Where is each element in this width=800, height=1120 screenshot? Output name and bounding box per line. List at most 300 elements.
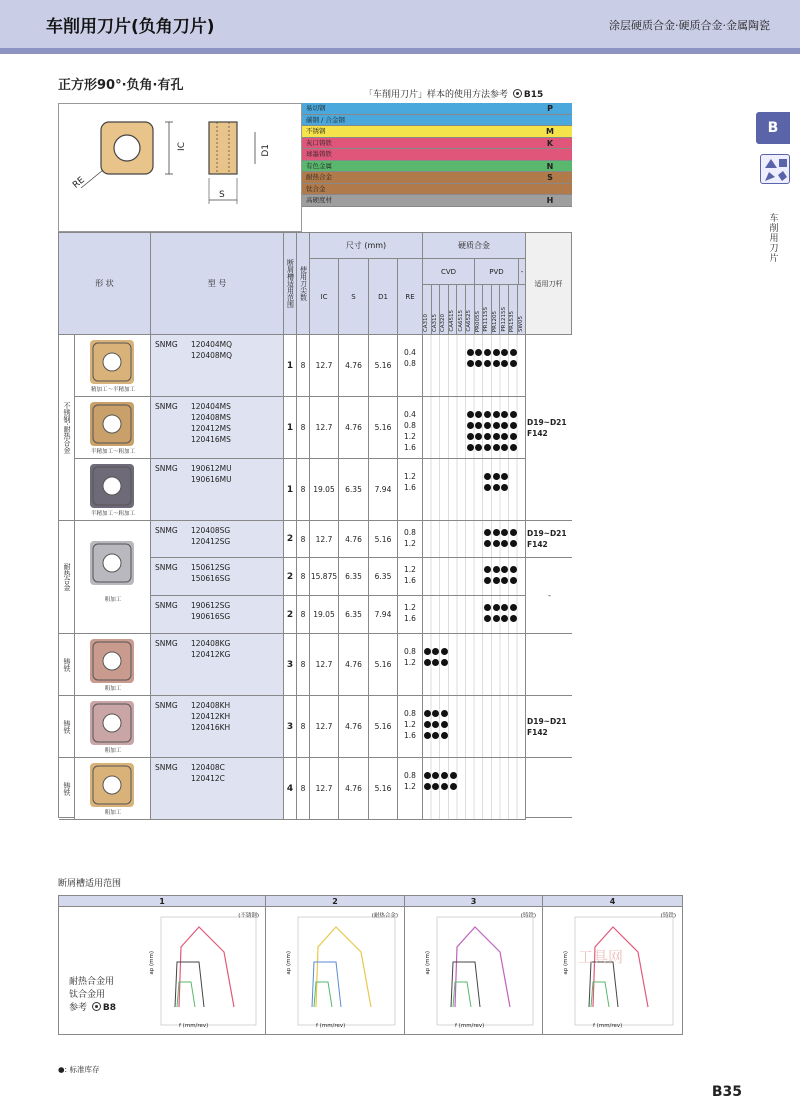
reference-page[interactable]: B15: [523, 90, 544, 100]
breaker-cell: 4: [284, 758, 297, 820]
re-label: RE: [71, 175, 87, 191]
insert-caption: 粗加工: [104, 686, 122, 692]
stock-dot: [441, 648, 448, 655]
x-axis-label: f (mm/rev): [179, 1023, 209, 1029]
material-code: M: [528, 126, 572, 137]
stock-dot: [432, 772, 439, 779]
stock-dot: [484, 360, 491, 367]
ic-cell: 12.7: [310, 397, 339, 459]
stock-dot: [484, 444, 491, 451]
stock-dot: [475, 422, 482, 429]
chipbreaker-panel-header: 3: [405, 896, 543, 907]
stock-dot: [484, 422, 491, 429]
grade-header: CA315: [432, 285, 441, 335]
insert-category-icon: [760, 154, 790, 184]
grade-cell: [423, 696, 526, 758]
grade-cell: [423, 758, 526, 820]
s-cell: 4.76: [339, 696, 369, 758]
stock-dot: [432, 732, 439, 739]
stock-dot: [510, 615, 517, 622]
model-cell: [151, 397, 284, 459]
stock-dot: [441, 772, 448, 779]
insert-photo: [75, 758, 151, 820]
material-code: K: [528, 138, 572, 149]
stock-dot: [424, 783, 431, 790]
stock-dot: [484, 473, 491, 480]
model-codes[interactable]: 120408SG 120412SG: [191, 526, 231, 546]
model-codes[interactable]: 190612MU 190616MU: [191, 464, 232, 484]
stock-dot: [493, 411, 500, 418]
breaker-cell: 3: [284, 634, 297, 696]
stock-dot: [510, 540, 517, 547]
model-prefix: SNMG: [155, 639, 178, 648]
chipbreaker-panel-header: 1: [59, 896, 266, 907]
material-name: 球墨铸铁: [306, 150, 332, 158]
breaker-cell: 1: [284, 397, 297, 459]
stock-dot: [475, 360, 482, 367]
material-row: [302, 184, 572, 196]
side-tab-letter[interactable]: B: [756, 112, 790, 144]
stock-dot: [441, 783, 448, 790]
stock-dot: [510, 411, 517, 418]
stock-dot: [432, 648, 439, 655]
model-codes[interactable]: 120404MQ 120408MQ: [191, 340, 233, 360]
holder-cell: [526, 758, 572, 818]
cvd-header: CVD: [423, 259, 475, 285]
stock-dot: [441, 659, 448, 666]
grade-cell: [423, 335, 526, 397]
grade-header: PR1215S: [500, 285, 509, 335]
holder-cell: [526, 634, 572, 696]
material-row: [302, 126, 572, 138]
insert-caption: 精加工～半精加工: [90, 387, 135, 393]
carbide-header: 硬质合金: [423, 233, 526, 259]
holder-cell: D19~D21 F142: [526, 521, 572, 558]
grade-header: PR1115S: [483, 285, 492, 335]
x-axis-label: f (mm/rev): [593, 1023, 623, 1029]
stock-dot: [484, 577, 491, 584]
model-prefix: SNMG: [155, 526, 178, 535]
material-code: [528, 184, 572, 195]
y-axis-label: ap (mm): [149, 951, 155, 975]
material-name: 易切钢: [306, 104, 326, 112]
spec-table: [58, 232, 572, 818]
re-cell: 0.8 1.2: [398, 758, 423, 820]
stock-dot: [424, 772, 431, 779]
insert-photo: [75, 335, 151, 397]
s-cell: 6.35: [339, 558, 369, 596]
ic-label: IC: [177, 142, 187, 151]
s-label: S: [219, 190, 225, 200]
stock-dot: [501, 473, 508, 480]
material-code: [528, 149, 572, 160]
stock-dot: [484, 566, 491, 573]
page-title: 车削用刀片(负角刀片): [46, 17, 215, 37]
grade-cell: [423, 459, 526, 521]
grade-cell: [423, 558, 526, 596]
material-row: [302, 195, 572, 207]
d1-cell: 7.94: [369, 596, 398, 634]
stock-dot: [475, 349, 482, 356]
ic-cell: 12.7: [310, 634, 339, 696]
shape-header: 形 状: [59, 233, 151, 335]
edges-cell: 8: [297, 521, 310, 558]
page-header: [0, 0, 800, 54]
group-label: 铸铁: [59, 696, 75, 758]
chipbreaker-panel-header: 4: [543, 896, 683, 907]
ic-cell: 12.7: [310, 696, 339, 758]
grade-cell: [423, 397, 526, 459]
material-code: [528, 115, 572, 126]
insert-photo: [75, 521, 151, 634]
y-axis-label: ap (mm): [286, 951, 292, 975]
d1-cell: 5.16: [369, 634, 398, 696]
insert-image: [90, 701, 134, 745]
edges-header: 使用刀尖数: [297, 233, 310, 335]
insert-photo: [75, 397, 151, 459]
ic-cell: 12.7: [310, 521, 339, 558]
model-cell: [151, 558, 284, 596]
model-cell: [151, 521, 284, 558]
insert-image: [90, 541, 134, 585]
d1-cell: 7.94: [369, 459, 398, 521]
group-label: 不锈钢·耐热合金: [59, 335, 75, 521]
insert-photo: [75, 696, 151, 758]
insert-caption: 半精加工～粗加工: [90, 511, 135, 517]
material-name: 碳钢 / 合金钢: [306, 115, 345, 124]
stock-dot: [501, 444, 508, 451]
grade-cell: [423, 521, 526, 558]
stock-dot: [432, 721, 439, 728]
re-cell: 1.2 1.6: [398, 596, 423, 634]
model-prefix: SNMG: [155, 402, 178, 411]
model-codes[interactable]: 120408C 120412C: [191, 763, 225, 783]
stock-dot: [510, 360, 517, 367]
chipbreaker-chart: [543, 907, 683, 1035]
stock-dot: [493, 540, 500, 547]
stock-dot: [467, 349, 474, 356]
pvd-header: PVD: [475, 259, 519, 285]
model-cell: [151, 459, 284, 521]
holder-cell: -: [526, 558, 572, 634]
stock-dot: [493, 349, 500, 356]
ic-cell: 12.7: [310, 758, 339, 820]
ic-cell: 12.7: [310, 335, 339, 397]
insert-image: [90, 464, 134, 508]
ic-header: IC: [310, 259, 339, 335]
model-codes[interactable]: 120408KG 120412KG: [191, 639, 231, 659]
grade-header: CA4515: [449, 285, 458, 335]
header-bar: [0, 48, 800, 54]
re-cell: 0.4 0.8: [398, 335, 423, 397]
stock-dot: [450, 783, 457, 790]
stock-dot: [424, 710, 431, 717]
material-row: [302, 115, 572, 127]
chipbreaker-title: 断屑槽适用范围: [58, 879, 122, 889]
model-codes[interactable]: 150612SG 150616SG: [191, 563, 231, 583]
grade-header: PR1205: [492, 285, 501, 335]
s-cell: 4.76: [339, 397, 369, 459]
stock-dot: [501, 529, 508, 536]
re-cell: 0.8 1.2: [398, 521, 423, 558]
page-number: B35: [711, 1084, 742, 1100]
re-cell: 0.4 0.8 1.2 1.6: [398, 397, 423, 459]
chipbreaker-chart: [266, 907, 405, 1035]
material-code: H: [528, 195, 572, 206]
stock-dot: [467, 360, 474, 367]
model-codes[interactable]: 120404MS 120408MS 120412MS 120416MS: [191, 402, 231, 444]
insert-caption: 粗加工: [104, 597, 122, 603]
footnote: ●: 标准库存: [58, 1065, 100, 1074]
stock-dot: [501, 484, 508, 491]
model-header: 型 号: [151, 233, 284, 335]
holder-cell: D19~D21 F142: [526, 696, 572, 758]
stock-dot: [475, 444, 482, 451]
stock-dot: [424, 721, 431, 728]
dash-header: -: [519, 259, 526, 285]
material-name: 钛合金: [306, 184, 326, 193]
stock-dot: [441, 721, 448, 728]
stock-dot: [493, 566, 500, 573]
side-tab-label: 车削用刀片: [769, 214, 779, 264]
material-row: [302, 161, 572, 173]
insert-caption: 半精加工～粗加工: [90, 449, 135, 455]
chipbreaker-panel-header: 2: [266, 896, 405, 907]
s-cell: 4.76: [339, 758, 369, 820]
stock-dot: [510, 529, 517, 536]
stock-dot: [510, 349, 517, 356]
model-codes[interactable]: 190612SG 190616SG: [191, 601, 231, 621]
stock-dot: [484, 529, 491, 536]
insert-drawing: [58, 103, 302, 232]
re-cell: 0.8 1.2: [398, 634, 423, 696]
stock-dot: [432, 783, 439, 790]
model-codes[interactable]: 120408KH 120412KH 120416KH: [191, 701, 231, 732]
section-title: 正方形90°·负角·有孔: [58, 78, 184, 93]
edges-cell: 8: [297, 596, 310, 634]
material-code: S: [528, 172, 572, 183]
insert-image: [90, 763, 134, 807]
y-axis-label: ap (mm): [425, 951, 431, 975]
edges-cell: 8: [297, 696, 310, 758]
stock-dot: [467, 411, 474, 418]
stock-dot: [501, 433, 508, 440]
ic-cell: 19.05: [310, 459, 339, 521]
stock-dot: [432, 659, 439, 666]
material-row: [302, 149, 572, 161]
stock-dot: [493, 444, 500, 451]
model-cell: [151, 696, 284, 758]
insert-caption: 粗加工: [104, 748, 122, 754]
stock-dot: [432, 710, 439, 717]
model-cell: [151, 335, 284, 397]
d1-label: D1: [261, 144, 271, 157]
watermark: 工具网: [578, 948, 624, 966]
grade-header: CA320: [440, 285, 449, 335]
grade-header: CA310: [423, 285, 432, 335]
d1-cell: 5.16: [369, 521, 398, 558]
d1-cell: 5.16: [369, 758, 398, 820]
model-prefix: SNMG: [155, 563, 178, 572]
stock-dot: [510, 566, 517, 573]
chart-material: (铸铁): [520, 913, 536, 919]
insert-caption: 粗加工: [104, 810, 122, 816]
reference-note: [364, 87, 543, 100]
stock-dot: [484, 604, 491, 611]
material-name: 耐热合金: [306, 173, 332, 181]
size-header: 尺寸 (mm): [310, 233, 423, 259]
grade-header: PR1535: [509, 285, 518, 335]
stock-dot: [510, 577, 517, 584]
stock-dot: [467, 433, 474, 440]
edges-cell: 8: [297, 459, 310, 521]
grade-cell: [423, 596, 526, 634]
material-code: N: [528, 161, 572, 172]
grade-header: CA6525: [466, 285, 475, 335]
re-cell: 0.8 1.2 1.6: [398, 696, 423, 758]
stock-dot: [501, 566, 508, 573]
breaker-header: 断屑槽适用范围: [284, 233, 297, 335]
d1-header: D1: [369, 259, 398, 335]
material-name: 高硬度材: [306, 196, 332, 204]
stock-dot: [467, 422, 474, 429]
stock-dot: [501, 577, 508, 584]
y-axis-label: ap (mm): [563, 951, 569, 975]
grade-header: SW05: [518, 285, 527, 335]
breaker-cell: 1: [284, 459, 297, 521]
stock-dot: [510, 422, 517, 429]
edges-cell: 8: [297, 335, 310, 397]
s-header: S: [339, 259, 369, 335]
insert-image: [90, 402, 134, 446]
stock-dot: [484, 484, 491, 491]
ic-cell: 19.05: [310, 596, 339, 634]
model-prefix: SNMG: [155, 701, 178, 710]
insert-image: [90, 639, 134, 683]
insert-photo: [75, 459, 151, 521]
stock-dot: [501, 360, 508, 367]
s-cell: 4.76: [339, 335, 369, 397]
holder-cell: D19~D21 F142: [526, 335, 572, 521]
chart-material: (铸铁): [660, 913, 676, 919]
stock-dot: [501, 349, 508, 356]
stock-dot: [501, 422, 508, 429]
stock-dot: [424, 659, 431, 666]
material-row: [302, 103, 572, 115]
holder-header: 适用刀杆: [526, 233, 572, 335]
grade-cell: [423, 634, 526, 696]
material-legend: [302, 103, 572, 207]
stock-dot: [475, 433, 482, 440]
group-label: 耐热合金: [59, 521, 75, 634]
model-cell: [151, 758, 284, 820]
stock-dot: [493, 577, 500, 584]
group-label: 铸铁: [59, 758, 75, 820]
x-axis-label: f (mm/rev): [455, 1023, 485, 1029]
stock-dot: [501, 604, 508, 611]
insert-image: [90, 340, 134, 384]
chipbreaker-chart: [405, 907, 543, 1035]
group-label: 铸铁: [59, 634, 75, 696]
stock-dot: [510, 604, 517, 611]
model-prefix: SNMG: [155, 601, 178, 610]
s-cell: 4.76: [339, 634, 369, 696]
breaker-cell: 2: [284, 596, 297, 634]
material-name: 不锈钢: [306, 127, 326, 135]
stock-dot: [467, 444, 474, 451]
stock-dot: [475, 411, 482, 418]
stock-dot: [484, 433, 491, 440]
breaker-cell: 2: [284, 558, 297, 596]
stock-dot: [493, 604, 500, 611]
stock-dot: [441, 732, 448, 739]
re-cell: 1.2 1.6: [398, 459, 423, 521]
d1-cell: 5.16: [369, 397, 398, 459]
edges-cell: 8: [297, 558, 310, 596]
material-code: P: [528, 103, 572, 114]
stock-dot: [424, 648, 431, 655]
chart-material: (不锈钢): [238, 913, 259, 919]
s-cell: 6.35: [339, 596, 369, 634]
stock-dot: [450, 772, 457, 779]
stock-dot: [441, 710, 448, 717]
stock-dot: [424, 732, 431, 739]
model-cell: [151, 634, 284, 696]
stock-dot: [510, 433, 517, 440]
stock-dot: [484, 349, 491, 356]
breaker-cell: 1: [284, 335, 297, 397]
stock-dot: [493, 433, 500, 440]
stock-dot: [493, 422, 500, 429]
stock-dot: [493, 360, 500, 367]
stock-dot: [484, 615, 491, 622]
ic-cell: 15.875: [310, 558, 339, 596]
side-page-link[interactable]: B8: [102, 1003, 117, 1013]
stock-dot: [501, 540, 508, 547]
d1-cell: 6.35: [369, 558, 398, 596]
grade-header: PR005S: [475, 285, 484, 335]
stock-dot: [484, 540, 491, 547]
model-cell: [151, 596, 284, 634]
stock-dot: [510, 444, 517, 451]
reference-text: 「车削用刀片」样本的使用方法参考: [364, 90, 509, 100]
edges-cell: 8: [297, 758, 310, 820]
x-axis-label: f (mm/rev): [316, 1023, 346, 1029]
arrow-circle-icon: [513, 89, 522, 98]
stock-dot: [493, 484, 500, 491]
s-cell: 6.35: [339, 459, 369, 521]
breaker-cell: 3: [284, 696, 297, 758]
edges-cell: 8: [297, 397, 310, 459]
stock-dot: [493, 473, 500, 480]
model-prefix: SNMG: [155, 763, 178, 772]
stock-dot: [501, 411, 508, 418]
stock-dot: [493, 529, 500, 536]
material-name: 有色金属: [306, 161, 332, 170]
d1-cell: 5.16: [369, 696, 398, 758]
d1-cell: 5.16: [369, 335, 398, 397]
breaker-cell: 2: [284, 521, 297, 558]
re-cell: 1.2 1.6: [398, 558, 423, 596]
grade-header: CA6515: [457, 285, 466, 335]
material-name: 灰口铸铁: [306, 138, 332, 147]
chipbreaker-side-text: 耐热合金用 钛合金用 参考 B8: [69, 977, 117, 1013]
model-prefix: SNMG: [155, 464, 178, 473]
material-row: [302, 138, 572, 150]
header-subtitle: 涂层硬质合金·硬质合金·金属陶瓷: [609, 19, 770, 32]
stock-dot: [493, 615, 500, 622]
material-row: [302, 172, 572, 184]
